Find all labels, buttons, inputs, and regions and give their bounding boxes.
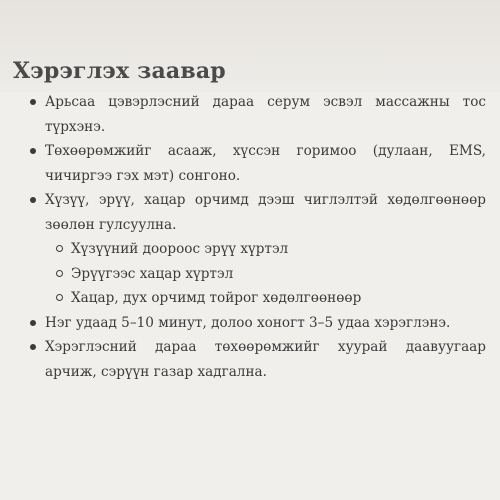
substep-item — [0, 262, 500, 287]
step-text: Арьсаа цэвэрлэсний дараа серум эсвэл массажны тос түрхэнэ. — [45, 94, 486, 135]
step-text: Нэг удаад 5–10 минут, долоо хоногт 3–5 удаа хэрэглэнэ. — [45, 314, 451, 331]
substeps-list — [0, 237, 500, 311]
hollow-bullet-icon — [56, 245, 63, 252]
step-text: Хүзүү, эрүү, хацар орчимд дээш чиглэлтэй хөдөлгөөнөөр зөөлөн гулсуулна. — [45, 192, 486, 233]
section-title: Хэрэглэх заавар — [13, 58, 226, 84]
step-item — [0, 139, 500, 188]
instructions-section — [0, 56, 500, 384]
bullet-icon — [30, 99, 36, 105]
substep-text: Хацар, дух орчимд тойрог хөдөлгөөнөөр — [71, 290, 362, 306]
bullet-icon — [30, 320, 36, 326]
step-item — [0, 335, 500, 384]
bullet-icon — [30, 197, 36, 203]
hollow-bullet-icon — [56, 270, 63, 277]
hollow-bullet-icon — [56, 294, 63, 301]
steps-list-continued — [0, 311, 500, 385]
substep-text: Эрүүгээс хацар хүртэл — [71, 265, 234, 282]
step-text: Хэрэглэсний дараа төхөөрөмжийг хуурай даавуугаар арчиж, сэрүүн газар хадгална. — [45, 339, 486, 380]
step-item — [0, 90, 500, 139]
substep-item — [0, 286, 500, 311]
substep-item — [0, 237, 500, 262]
step-item — [0, 188, 500, 237]
step-item — [0, 311, 500, 336]
substep-text: Хүзүүний доороос эрүү хүртэл — [71, 241, 289, 257]
bullet-icon — [30, 344, 36, 350]
step-text: Төхөөрөмжийг асааж, хүссэн горимоо (дулаан, EMS, чичиргээ гэх мэт) сонгоно. — [45, 143, 486, 184]
steps-list — [0, 90, 500, 237]
bullet-icon — [30, 148, 36, 154]
